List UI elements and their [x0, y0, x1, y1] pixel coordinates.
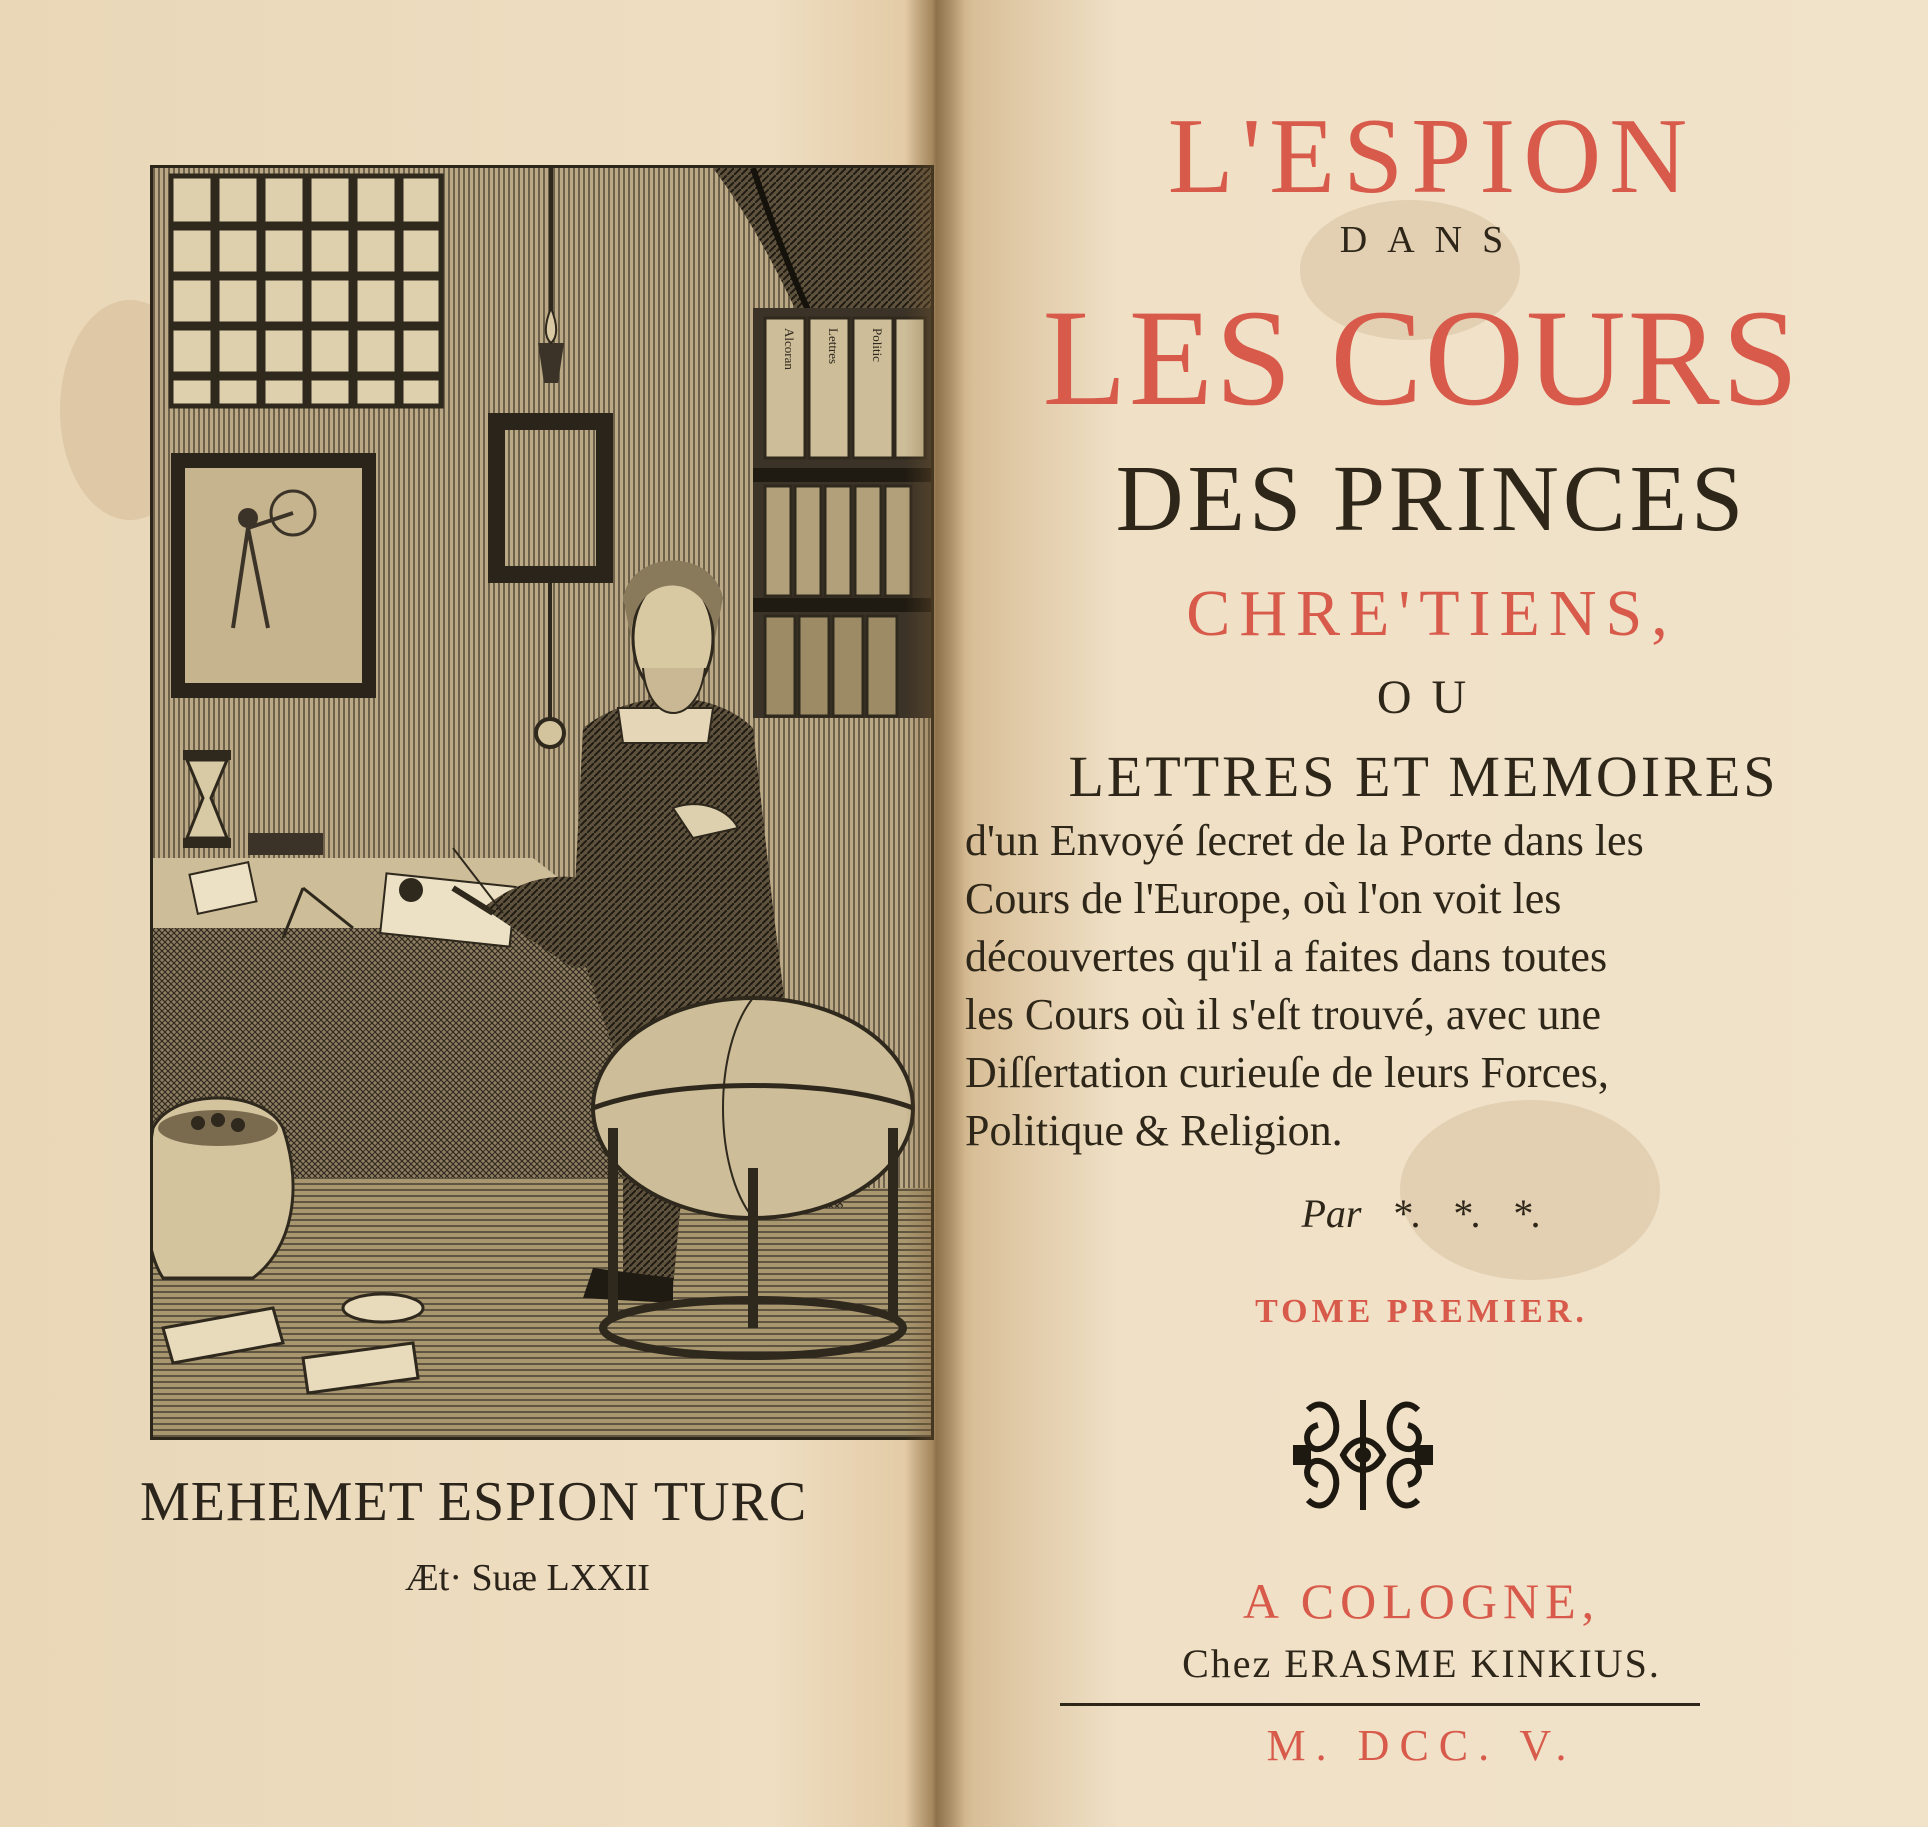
title-description — [965, 812, 1900, 1160]
description-line: les Cours où il s'eſt trouvé, avec une — [965, 990, 1602, 1039]
description-line: découvertes qu'il a faites dans toutes — [965, 932, 1608, 981]
book-spine-3: Politic — [870, 328, 885, 362]
imprint-publisher: Chez ERASME KINKIUS. — [1182, 1641, 1661, 1686]
description-line: d'un Envoyé ſecret de la Porte dans les — [965, 816, 1644, 865]
title-page — [935, 0, 1928, 1827]
imprint-place: A COLOGNE, — [1242, 1573, 1601, 1629]
book-spine-1: Alcoran — [782, 328, 797, 370]
title-des-princes: DES PRINCES — [1115, 447, 1748, 551]
title-les-cours: LES COURS — [1042, 281, 1801, 434]
frontispiece-page — [0, 0, 935, 1827]
title-chretiens: CHRE'TIENS, — [1186, 577, 1677, 650]
title-ou: OU — [1376, 671, 1487, 724]
title-espion: L'ESPION — [1167, 97, 1696, 216]
wall-painting — [171, 453, 376, 698]
description-line: Politique & Religion. — [965, 1106, 1343, 1155]
engraving-illustration — [153, 168, 931, 1437]
description-line: Diſſertation curieuſe de leurs Forces, — [965, 1048, 1609, 1097]
money-bag — [153, 1098, 293, 1278]
subtitle-lettres: LETTRES ET MEMOIRES — [1068, 744, 1779, 809]
printer-ornament — [1288, 1390, 1438, 1520]
imprint-rule — [1060, 1703, 1700, 1706]
book-spine-2: Lettres — [826, 328, 841, 365]
author-line: Par *. *. *. — [1301, 1191, 1542, 1236]
description-line: Cours de l'Europe, où l'on voit les — [965, 874, 1562, 923]
volume-line: TOME PREMIER. — [1255, 1293, 1588, 1330]
window-grille — [171, 176, 441, 406]
frontispiece-age-caption: Æt· Suæ LXXII — [405, 1557, 650, 1599]
title-dans: DANS — [1339, 219, 1524, 261]
frontispiece-engraving — [150, 165, 934, 1440]
frontispiece-caption: MEHEMET ESPION TURC — [140, 1471, 808, 1533]
imprint-date: M. DCC. V. — [1266, 1721, 1577, 1770]
